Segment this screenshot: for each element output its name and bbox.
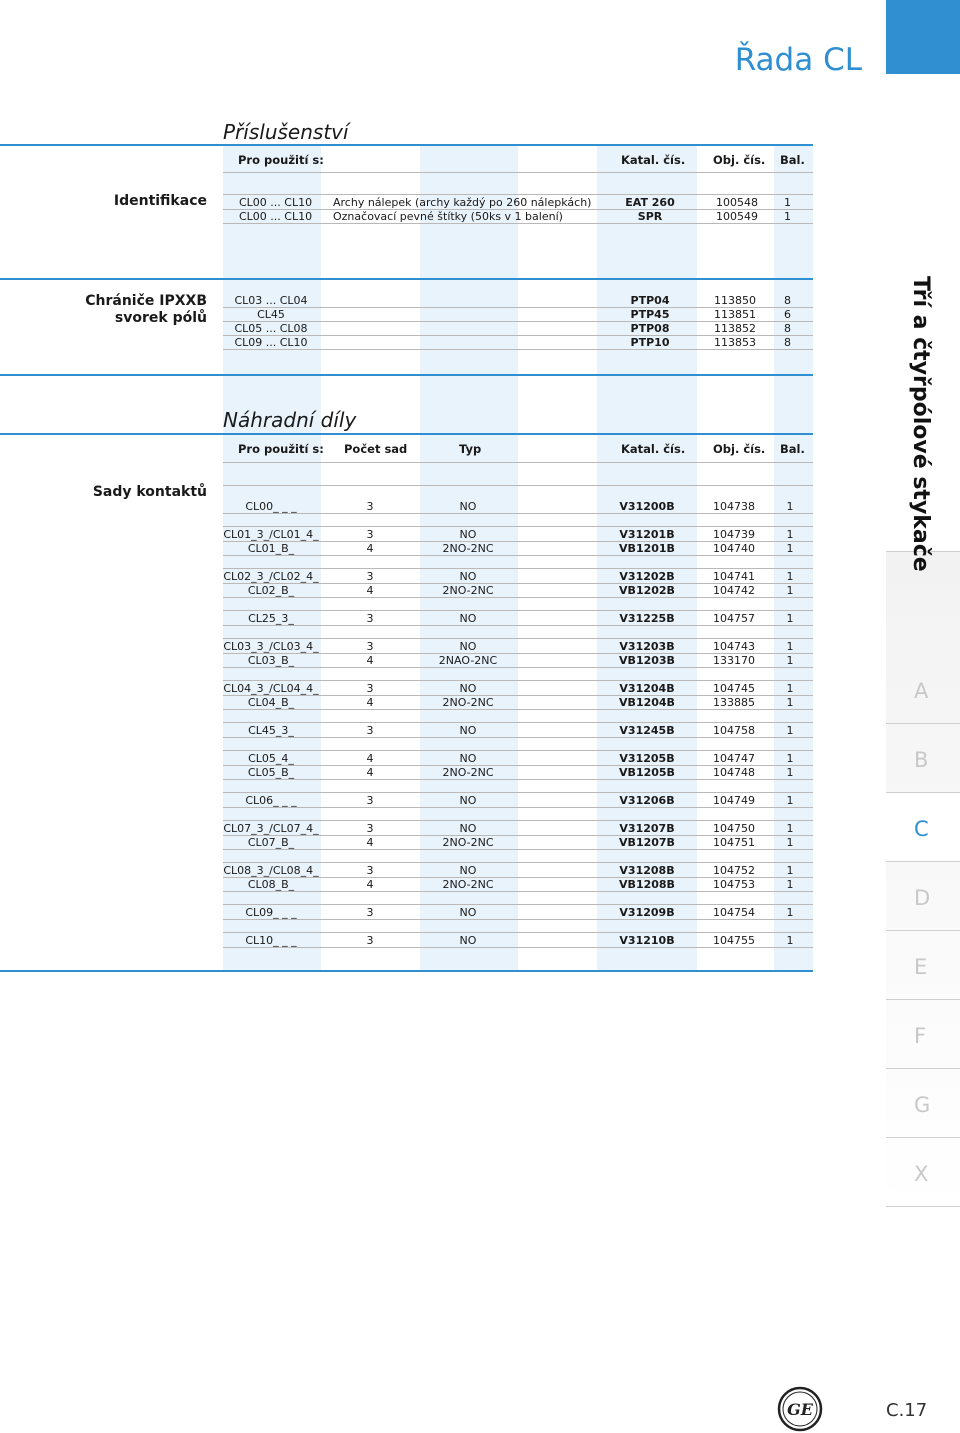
series-title: Řada CL	[734, 42, 862, 78]
cell-count: 4	[366, 878, 374, 891]
cell-use: CL09 ... CL10	[234, 336, 308, 349]
spares-heading: Náhradní díly	[223, 408, 357, 432]
cell-katal: V31245B	[619, 724, 675, 737]
cell-use: CL45_3_	[248, 724, 294, 737]
cell-bal: 1	[786, 878, 794, 891]
cell-description: Archy nálepek (archy každý po 260 nálepkách)	[333, 196, 592, 209]
cell-type: NO	[459, 822, 477, 835]
sidebar-title-cell	[886, 252, 960, 572]
protectors-label-line2: svorek pólů	[114, 310, 207, 326]
spares-header-bal: Bal.	[780, 442, 805, 456]
cell-bal: 8	[784, 322, 791, 335]
cell-type: NO	[459, 612, 477, 625]
cell-bal: 1	[786, 934, 794, 947]
cell-obj: 113852	[714, 322, 756, 335]
cell-katal: VB1203B	[619, 654, 675, 667]
cell-bal: 1	[786, 584, 794, 597]
identification-row	[223, 196, 813, 210]
cell-obj: 113851	[714, 308, 756, 321]
spares-header-use: Pro použití s:	[238, 442, 324, 456]
cell-katal: V31209B	[619, 906, 675, 919]
sidebar-letter-1[interactable]: B	[886, 724, 960, 793]
header-use: Pro použití s:	[238, 153, 324, 167]
contact-set-row	[223, 696, 813, 710]
sidebar-letter-2[interactable]: C	[886, 793, 960, 862]
header-bal: Bal.	[780, 153, 805, 167]
cell-katal: V31205B	[619, 752, 675, 765]
cell-katal: VB1204B	[619, 696, 675, 709]
cell-obj: 104741	[713, 570, 755, 583]
contact-sets-top-line	[223, 485, 813, 486]
sidebar-letter-0[interactable]: A	[886, 655, 960, 724]
cell-type: 2NO-2NC	[442, 766, 494, 779]
identification-row	[223, 210, 813, 224]
cell-count: 3	[366, 682, 374, 695]
cell-use: CL10_ _ _	[245, 934, 297, 947]
sidebar-vertical-title: Tří a čtyřpólové stykače	[908, 276, 933, 572]
protector-row	[223, 322, 813, 336]
cell-katal: EAT 260	[625, 196, 675, 209]
cell-count: 3	[366, 794, 374, 807]
cell-obj: 104758	[713, 724, 755, 737]
cell-obj: 100548	[716, 196, 758, 209]
cell-description: Označovací pevné štítky (50ks v 1 balení)	[333, 210, 563, 223]
contact-set-row	[223, 500, 813, 514]
cell-bal: 1	[786, 794, 794, 807]
spares-header-type: Typ	[459, 442, 482, 456]
cell-obj: 104740	[713, 542, 755, 555]
cell-bal: 1	[786, 724, 794, 737]
cell-bal: 1	[784, 210, 791, 223]
group-divider	[223, 820, 813, 821]
cell-use: CL09_ _ _	[245, 906, 297, 919]
group-divider	[223, 722, 813, 723]
sidebar-letter-5[interactable]: F	[886, 1000, 960, 1069]
cell-katal: V31210B	[619, 934, 675, 947]
cell-bal: 1	[786, 612, 794, 625]
cell-bal: 1	[786, 542, 794, 555]
cell-use: CL00 ... CL10	[239, 196, 313, 209]
cell-count: 3	[366, 864, 374, 877]
accessories-heading: Příslušenství	[223, 120, 349, 144]
cell-obj: 100549	[716, 210, 758, 223]
cell-bal: 1	[786, 822, 794, 835]
cell-count: 3	[366, 612, 374, 625]
cell-bal: 1	[786, 766, 794, 779]
cell-katal: V31207B	[619, 822, 675, 835]
contact-set-row	[223, 612, 813, 626]
contact-set-row	[223, 836, 813, 850]
cell-obj: 113850	[714, 294, 756, 307]
cell-bal: 1	[786, 752, 794, 765]
cell-count: 4	[366, 584, 374, 597]
sidebar-letter-4[interactable]: E	[886, 931, 960, 1000]
group-divider	[223, 568, 813, 569]
cell-use: CL07_B_	[247, 836, 295, 849]
cell-use: CL06_ _ _	[245, 794, 297, 807]
contact-set-row	[223, 906, 813, 920]
cell-use: CL25_3_	[248, 612, 294, 625]
cell-katal: V31202B	[619, 570, 675, 583]
cell-katal: PTP10	[630, 336, 670, 349]
contact-set-row	[223, 878, 813, 892]
cell-bal: 1	[786, 500, 794, 513]
cell-katal: VB1202B	[619, 584, 675, 597]
cell-obj: 104748	[713, 766, 755, 779]
protectors-top-rule	[0, 278, 813, 280]
cell-count: 4	[366, 766, 374, 779]
cell-katal: V31206B	[619, 794, 675, 807]
protectors-label-line1: Chrániče IPXXB	[85, 293, 207, 309]
cell-use: CL00 ... CL10	[239, 210, 313, 223]
cell-bal: 1	[786, 836, 794, 849]
spares-bottom-rule	[0, 970, 813, 972]
cell-count: 4	[366, 752, 374, 765]
cell-obj: 104751	[713, 836, 755, 849]
cell-count: 4	[366, 836, 374, 849]
sidebar-letter-6[interactable]: G	[886, 1069, 960, 1138]
cell-katal: VB1201B	[619, 542, 675, 555]
contact-set-row	[223, 934, 813, 948]
cell-use: CL05_4_	[248, 752, 294, 765]
accessories-top-rule	[0, 144, 813, 146]
cell-use: CL07_3_/CL07_4_	[223, 822, 319, 835]
cell-type: 2NO-2NC	[442, 836, 494, 849]
contact-set-row	[223, 864, 813, 878]
group-divider	[223, 862, 813, 863]
ge-logo-text: GE	[787, 1400, 813, 1419]
cell-katal: VB1207B	[619, 836, 675, 849]
cell-bal: 1	[786, 570, 794, 583]
cell-count: 3	[366, 570, 374, 583]
cell-katal: V31225B	[619, 612, 675, 625]
identification-top-line	[223, 194, 813, 195]
cell-obj: 104755	[713, 934, 755, 947]
cell-bal: 8	[784, 294, 791, 307]
page-number: C.17	[886, 1400, 928, 1421]
group-divider	[223, 610, 813, 611]
cell-obj: 133170	[713, 654, 755, 667]
cell-bal: 1	[786, 640, 794, 653]
cell-bal: 1	[786, 654, 794, 667]
cell-use: CL00_ _ _	[245, 500, 297, 513]
cell-use: CL04_B_	[247, 696, 295, 709]
cell-type: 2NAO-2NC	[438, 654, 498, 667]
cell-type: NO	[459, 906, 477, 919]
cell-obj: 104745	[713, 682, 755, 695]
cell-obj: 104743	[713, 640, 755, 653]
ge-logo-icon	[777, 1386, 823, 1432]
group-divider	[223, 904, 813, 905]
identification-label: Identifikace	[113, 193, 207, 209]
cell-bal: 1	[786, 696, 794, 709]
cell-katal: V31200B	[619, 500, 675, 513]
group-divider	[223, 680, 813, 681]
cell-obj: 104749	[713, 794, 755, 807]
contact-set-row	[223, 724, 813, 738]
cell-use: CL03 ... CL04	[234, 294, 308, 307]
spares-header-katal: Katal. čís.	[621, 442, 686, 456]
cell-type: NO	[459, 640, 477, 653]
cell-katal: V31208B	[619, 864, 675, 877]
cell-type: 2NO-2NC	[442, 696, 494, 709]
cell-type: 2NO-2NC	[442, 584, 494, 597]
cell-katal: V31203B	[619, 640, 675, 653]
cell-count: 3	[366, 500, 374, 513]
cell-obj: 104738	[713, 500, 755, 513]
cell-type: NO	[459, 724, 477, 737]
cell-bal: 1	[786, 528, 794, 541]
cell-type: NO	[459, 864, 477, 877]
group-divider	[223, 526, 813, 527]
cell-obj: 133885	[713, 696, 755, 709]
protector-row	[223, 308, 813, 322]
cell-obj: 104752	[713, 864, 755, 877]
group-divider	[223, 750, 813, 751]
cell-use: CL08_B_	[247, 878, 295, 891]
contact-set-row	[223, 794, 813, 808]
group-divider	[223, 638, 813, 639]
cell-obj: 113853	[714, 336, 756, 349]
cell-katal: VB1208B	[619, 878, 675, 891]
contact-set-row	[223, 822, 813, 836]
spares-header-divider	[223, 462, 813, 463]
cell-use: CL03_3_/CL03_4_	[223, 640, 319, 653]
protector-row	[223, 336, 813, 350]
cell-count: 3	[366, 724, 374, 737]
cell-use: CL01_B_	[247, 542, 295, 555]
cell-katal: PTP04	[630, 294, 670, 307]
cell-katal: PTP45	[630, 308, 670, 321]
cell-obj: 104742	[713, 584, 755, 597]
cell-use: CL45	[257, 308, 285, 321]
cell-count: 3	[366, 822, 374, 835]
cell-type: 2NO-2NC	[442, 878, 494, 891]
cell-use: CL02_B_	[247, 584, 295, 597]
cell-obj: 104747	[713, 752, 755, 765]
cell-use: CL01_3_/CL01_4_	[223, 528, 319, 541]
spares-top-rule	[0, 433, 813, 435]
contact-set-row	[223, 752, 813, 766]
contact-set-row	[223, 584, 813, 598]
protector-row	[223, 294, 813, 308]
contact-set-row	[223, 640, 813, 654]
header-katal: Katal. čís.	[621, 153, 686, 167]
contact-set-row	[223, 654, 813, 668]
cell-type: NO	[459, 500, 477, 513]
cell-type: NO	[459, 682, 477, 695]
spares-header-count: Počet sad	[344, 442, 408, 456]
cell-bal: 6	[784, 308, 791, 321]
cell-count: 3	[366, 934, 374, 947]
cell-type: NO	[459, 528, 477, 541]
cell-type: NO	[459, 570, 477, 583]
cell-obj: 104754	[713, 906, 755, 919]
cell-count: 4	[366, 654, 374, 667]
cell-count: 3	[366, 528, 374, 541]
cell-obj: 104757	[713, 612, 755, 625]
sidebar-letter-3[interactable]: D	[886, 862, 960, 931]
cell-use: CL03_B_	[247, 654, 295, 667]
cell-use: CL04_3_/CL04_4_	[223, 682, 319, 695]
header-obj: Obj. čís.	[713, 153, 766, 167]
group-divider	[223, 792, 813, 793]
cell-use: CL05_B_	[247, 766, 295, 779]
cell-type: NO	[459, 752, 477, 765]
cell-obj: 104739	[713, 528, 755, 541]
cell-katal: V31204B	[619, 682, 675, 695]
cell-bal: 8	[784, 336, 791, 349]
cell-type: NO	[459, 794, 477, 807]
cell-katal: V31201B	[619, 528, 675, 541]
contact-set-row	[223, 766, 813, 780]
contact-set-row	[223, 542, 813, 556]
contact-set-row	[223, 528, 813, 542]
cell-use: CL02_3_/CL02_4_	[223, 570, 319, 583]
cell-use: CL05 ... CL08	[234, 322, 308, 335]
cell-katal: PTP08	[630, 322, 670, 335]
cell-katal: VB1205B	[619, 766, 675, 779]
cell-count: 4	[366, 696, 374, 709]
protectors-bottom-rule	[0, 374, 813, 376]
group-divider	[223, 932, 813, 933]
cell-type: NO	[459, 934, 477, 947]
contact-set-row	[223, 682, 813, 696]
cell-type: 2NO-2NC	[442, 542, 494, 555]
contact-set-row	[223, 570, 813, 584]
contact-sets-label: Sady kontaktů	[92, 484, 207, 500]
cell-katal: SPR	[637, 210, 663, 223]
header-divider	[223, 172, 813, 173]
cell-obj: 104750	[713, 822, 755, 835]
cell-count: 3	[366, 906, 374, 919]
cell-use: CL08_3_/CL08_4_	[223, 864, 319, 877]
cell-bal: 1	[786, 906, 794, 919]
cell-bal: 1	[786, 864, 794, 877]
section-sidebar	[886, 0, 960, 1433]
cell-bal: 1	[784, 196, 791, 209]
cell-count: 4	[366, 542, 374, 555]
cell-count: 3	[366, 640, 374, 653]
sidebar-letter-7[interactable]: X	[886, 1138, 960, 1207]
spares-header-obj: Obj. čís.	[713, 442, 766, 456]
protectors-label	[85, 293, 207, 327]
cell-obj: 104753	[713, 878, 755, 891]
cell-bal: 1	[786, 682, 794, 695]
